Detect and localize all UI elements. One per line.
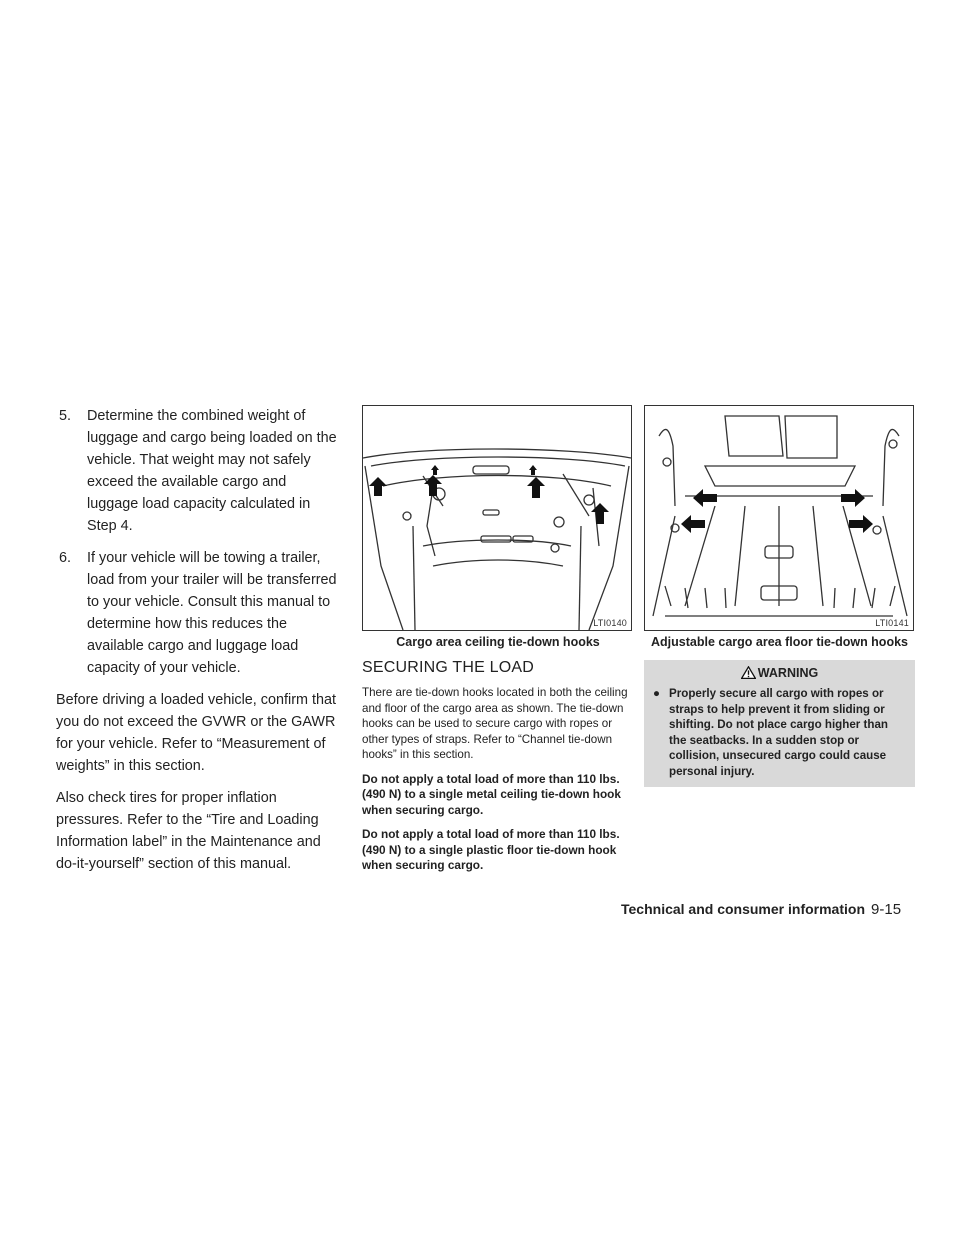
step-number: 5. bbox=[59, 408, 72, 424]
page-footer bbox=[621, 901, 921, 918]
floor-hooks-illustration bbox=[645, 406, 913, 630]
warning-text: Properly secure all cargo with ropes or straps to help prevent it from sliding or shifting. Do not place cargo higher than the seatbacks. In a sudden stop or collision, unsecured cargo could cause personal injury. bbox=[669, 687, 889, 778]
floor-hooks-figure bbox=[644, 405, 914, 631]
paragraph-tires: Also check tires for proper inflation pressures. Refer to the “Tire and Loading Information label” in the Maintenance and do-it-yourself” section of this manual. bbox=[56, 790, 321, 872]
footer-section-title: Technical and consumer information bbox=[621, 901, 866, 917]
warning-header bbox=[653, 666, 906, 680]
figure-caption: Adjustable cargo area floor tie-down hooks bbox=[651, 635, 908, 649]
warning-triangle-icon bbox=[741, 666, 756, 679]
floor-load-note: Do not apply a total load of more than 110 lbs. (490 N) to a single plastic floor tie-down hook when securing cargo. bbox=[362, 827, 620, 872]
figure-id: LTI0140 bbox=[593, 618, 627, 628]
figure-caption: Cargo area ceiling tie-down hooks bbox=[396, 635, 600, 649]
right-column bbox=[644, 405, 915, 787]
bullet-icon: ● bbox=[653, 687, 661, 700]
figure-id: LTI0141 bbox=[875, 618, 909, 628]
paragraph-confirm: Before driving a loaded vehicle, confirm that you do not exceed the GVWR or the GAWR for your vehicle. Refer to “Measurement of weights” in this section. bbox=[56, 692, 336, 774]
step-text: Determine the combined weight of luggage and cargo being loaded on the vehicle. That weight may not safely exceed the available cargo and luggage load capacity calculated in Step 4. bbox=[87, 408, 337, 534]
warning-title: WARNING bbox=[757, 666, 819, 680]
ceiling-load-note: Do not apply a total load of more than 110 lbs. (490 N) to a single metal ceiling tie-down hook when securing cargo. bbox=[362, 771, 621, 817]
page-number: 9-15 bbox=[871, 901, 902, 918]
step-text: If your vehicle will be towing a trailer, load from your trailer will be transferred to your vehicle. Consult this manual to determine how this reduces the available cargo and luggage load capacity of your vehicle. bbox=[87, 550, 337, 676]
warning-box bbox=[644, 660, 915, 787]
left-column bbox=[56, 405, 340, 885]
section-title: SECURING THE LOAD bbox=[362, 659, 535, 676]
step-number: 6. bbox=[59, 550, 72, 566]
ceiling-hooks-figure bbox=[362, 405, 632, 631]
warning-item bbox=[653, 686, 906, 779]
ceiling-hooks-illustration bbox=[363, 406, 631, 630]
step-5 bbox=[56, 405, 340, 537]
step-6 bbox=[56, 547, 340, 679]
section-body: There are tie-down hooks located in both the ceiling and floor of the cargo area as shown. The tie-down hooks can be used to secure cargo with ropes or other types of straps. Refer to “Channel tie-down hooks” in this section. bbox=[362, 686, 628, 761]
middle-column bbox=[362, 405, 634, 883]
